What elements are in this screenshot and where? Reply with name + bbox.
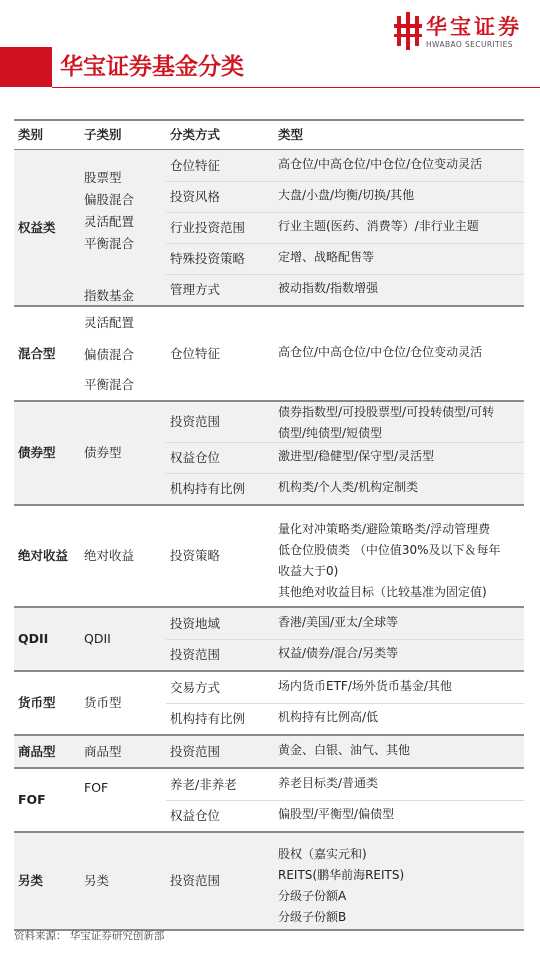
subcategory-label: 绝对收益 xyxy=(84,548,135,563)
page-title: 华宝证券基金分类 xyxy=(60,54,244,80)
category-label: 混合型 xyxy=(18,345,56,361)
type-text: REITS(鹏华前海REITS) xyxy=(278,868,405,882)
method-label: 权益仓位 xyxy=(170,807,221,823)
subcategory-label: 偏债混合 xyxy=(84,347,135,362)
type-text: 债型/纯债型/短债型 xyxy=(278,426,383,440)
row-divider xyxy=(166,181,524,182)
type-text: 行业主题(医药、消费等）/非行业主题 xyxy=(278,219,479,233)
type-text: 被动指数/指数增强 xyxy=(278,281,379,295)
subcategory-label: 偏股混合 xyxy=(84,192,135,207)
subcategory-label: FOF xyxy=(84,780,109,795)
type-text: 量化对冲策略类/避险策略类/浮动管理费 xyxy=(278,522,491,536)
subcategory-label: 灵活配置 xyxy=(84,315,135,330)
header-method: 分类方式 xyxy=(170,127,221,142)
subcategory-label: 股票型 xyxy=(84,170,122,185)
type-text: 机构持有比例高/低 xyxy=(278,710,379,724)
type-text: 机构类/个人类/机构定制类 xyxy=(278,480,419,494)
row-divider xyxy=(166,639,524,640)
category-label: FOF xyxy=(18,792,46,807)
method-label: 投资策略 xyxy=(170,548,221,563)
method-label: 行业投资范围 xyxy=(170,219,246,235)
method-label: 投资地域 xyxy=(170,615,221,631)
table-top-rule xyxy=(14,119,524,121)
subcategory-label: 债券型 xyxy=(84,445,122,460)
group-rule xyxy=(14,767,524,769)
row-divider xyxy=(166,473,524,474)
type-text: 收益大于0) xyxy=(278,564,339,578)
type-text: 分级子份额B xyxy=(278,910,347,924)
subcategory-label: 平衡混合 xyxy=(84,377,135,392)
type-text: 激进型/稳健型/保守型/灵活型 xyxy=(278,449,435,463)
method-label: 机构持有比例 xyxy=(170,710,246,726)
type-text: 股权（嘉实元和) xyxy=(278,847,367,861)
method-label: 特殊投资策略 xyxy=(170,250,246,266)
subcategory-label: 灵活配置 xyxy=(84,214,135,229)
method-label: 养老/非养老 xyxy=(170,776,237,792)
subcategory-label: 平衡混合 xyxy=(84,236,135,251)
subcategory-label: QDII xyxy=(84,631,111,646)
type-text: 分级子份额A xyxy=(278,889,347,903)
row-divider xyxy=(166,703,524,704)
type-text: 低仓位股债类 （中位值30%及以下＆每年 xyxy=(278,543,501,557)
subcategory-label: 货币型 xyxy=(84,695,122,710)
group-rule xyxy=(14,305,524,307)
group-rule xyxy=(14,504,524,506)
row-divider xyxy=(166,800,524,801)
source-note: 资料来源： 华宝证券研究创新部 xyxy=(14,930,165,942)
subcategory-label: 商品型 xyxy=(84,743,122,759)
subcategory-label: 另类 xyxy=(84,873,110,888)
method-label: 投资范围 xyxy=(170,414,221,429)
method-label: 投资范围 xyxy=(170,646,221,662)
method-label: 仓位特征 xyxy=(170,157,221,173)
category-label: 债券型 xyxy=(18,445,56,460)
brand-logo xyxy=(394,12,534,54)
title-divider xyxy=(52,87,540,88)
method-label: 权益仓位 xyxy=(170,449,221,465)
category-label: 商品型 xyxy=(18,743,56,759)
type-text: 场内货币ETF/场外货币基金/其他 xyxy=(278,679,452,693)
brand-name: 华宝证券 xyxy=(426,15,522,39)
brand-name-english: HWABAO SECURITIES xyxy=(426,40,513,49)
title-accent-bar xyxy=(0,47,52,87)
category-label: 绝对收益 xyxy=(18,548,69,563)
header-category: 类别 xyxy=(18,127,44,142)
brand-logo-icon xyxy=(394,12,422,50)
type-text: 香港/美国/亚太/全球等 xyxy=(278,615,399,629)
type-text: 偏股型/平衡型/偏债型 xyxy=(278,807,395,821)
method-label: 仓位特征 xyxy=(170,345,221,361)
group-rule xyxy=(14,670,524,672)
type-text: 黄金、白银、油气、其他 xyxy=(278,743,411,757)
type-text: 高仓位/中高仓位/中仓位/仓位变动灵活 xyxy=(278,345,483,359)
method-label: 机构持有比例 xyxy=(170,480,246,496)
method-label: 投资范围 xyxy=(170,873,221,888)
row-divider xyxy=(166,442,524,443)
type-text: 高仓位/中高仓位/中仓位/仓位变动灵活 xyxy=(278,157,483,171)
row-divider xyxy=(166,243,524,244)
method-label: 投资范围 xyxy=(170,743,221,759)
type-text: 定增、战略配售等 xyxy=(278,250,375,264)
category-label: 另类 xyxy=(18,873,44,888)
row-divider xyxy=(166,212,524,213)
subcategory-label: 指数基金 xyxy=(84,288,135,303)
category-label: QDII xyxy=(18,631,49,646)
row-divider xyxy=(166,274,524,275)
method-label: 管理方式 xyxy=(170,281,221,297)
category-label: 权益类 xyxy=(18,219,56,235)
header-type: 类型 xyxy=(278,127,304,142)
type-text: 养老目标类/普通类 xyxy=(278,776,379,790)
method-label: 交易方式 xyxy=(170,679,221,695)
type-text: 大盘/小盘/均衡/切换/其他 xyxy=(278,188,415,202)
type-text: 其他绝对收益目标（比较基准为固定值) xyxy=(278,585,487,599)
method-label: 投资风格 xyxy=(170,188,221,204)
type-text: 权益/债券/混合/另类等 xyxy=(278,646,399,660)
header-subcategory: 子类别 xyxy=(84,127,122,142)
type-text: 债券指数型/可投股票型/可投转债型/可转 xyxy=(278,405,495,419)
category-label: 货币型 xyxy=(18,695,56,710)
